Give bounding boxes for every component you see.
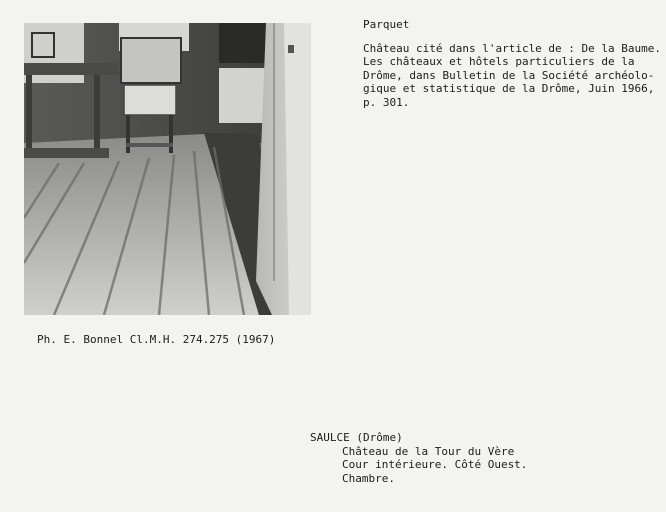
parquet-floor-photo	[24, 23, 311, 315]
room-photograph	[24, 23, 311, 315]
location-block	[310, 431, 527, 485]
reference-line: Les châteaux et hôtels particuliers de la	[363, 55, 635, 69]
photo-credit: Ph. E. Bonnel Cl.M.H. 274.275 (1967)	[37, 333, 276, 346]
reference-line: Drôme, dans Bulletin de la Société archéolo-	[363, 68, 655, 82]
photo-subject-heading: Parquet	[363, 18, 410, 31]
reference-line: gique et statistique de la Drôme, Juin 1966,	[363, 82, 655, 96]
room-label: Chambre.	[342, 471, 395, 485]
commune-label: SAULCE (Drôme)	[310, 431, 403, 444]
reference-line: p. 301.	[363, 95, 410, 109]
bibliographic-reference	[363, 42, 661, 109]
building-name: Château de la Tour du Vère	[342, 444, 515, 458]
reference-line: Château cité dans l'article de : De la Baume.	[363, 42, 662, 55]
location-detail: Cour intérieure. Côté Ouest.	[342, 458, 528, 471]
